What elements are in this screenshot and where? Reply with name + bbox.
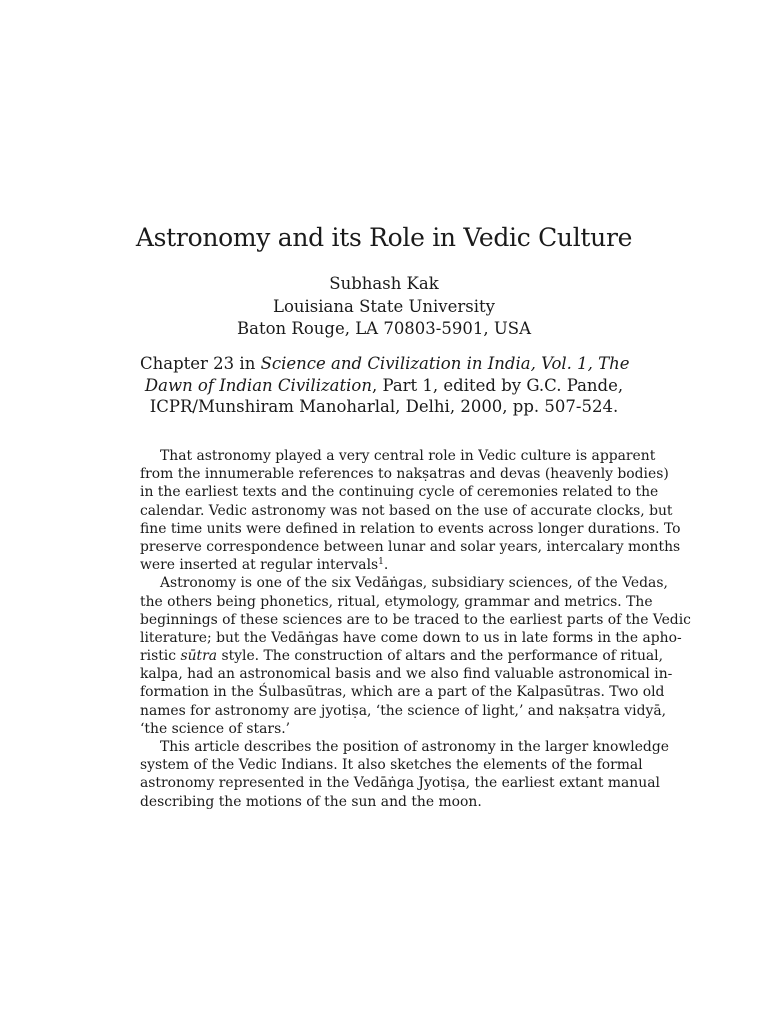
author-block: [0, 273, 768, 341]
body-line: Astronomy is one of the six Vedāṅgas, subsidiary sciences, of the Vedas,: [160, 575, 668, 592]
author-address: Baton Rouge, LA 70803-5901, USA: [237, 319, 531, 338]
body-line: preserve correspondence between lunar and solar years, intercalary months: [140, 538, 681, 555]
body-line: calendar. Vedic astronomy was not based on the use of accurate clocks, but: [140, 502, 673, 519]
book-title-part-2: Dawn of Indian Civilization: [144, 375, 372, 395]
paper-title: Astronomy and its Role in Vedic Culture: [135, 223, 633, 252]
body-line: describing the motions of the sun and the moon.: [140, 793, 482, 810]
chapter-prefix: Chapter 23 in: [140, 354, 261, 373]
chapter-line-1: [140, 353, 628, 375]
body-line: in the earliest texts and the continuing cycle of ceremonies related to the: [140, 484, 659, 501]
chapter-editor: , Part 1, edited by G.C. Pande,: [371, 375, 624, 395]
body-line: kalpa, had an astronomical basis and we also find valuable astronomical in-: [140, 666, 673, 683]
chapter-line-2: [140, 375, 628, 397]
body-line: literature; but the Vedāṅgas have come down to us in late forms in the apho-: [140, 629, 682, 646]
body-line-text: ristic: [140, 648, 181, 665]
footnote-marker[interactable]: 1: [378, 557, 384, 568]
body-text: [140, 447, 691, 811]
body-line-text: style. The construction of altars and the performance of ritual,: [217, 648, 664, 665]
body-line-text: were inserted at regular intervals: [140, 557, 379, 574]
chapter-citation: [140, 353, 628, 418]
body-line: beginnings of these sciences are to be traced to the earliest parts of the Vedic: [140, 611, 691, 628]
body-line: formation in the Śulbasūtras, which are a part of the Kalpasūtras. Two old: [140, 684, 665, 701]
body-line: system of the Vedic Indians. It also sketches the elements of the formal: [140, 757, 643, 774]
body-line: That astronomy played a very central role in Vedic culture is apparent: [160, 448, 656, 464]
body-line: the others being phonetics, ritual, etymology, grammar and metrics. The: [140, 593, 653, 610]
body-line: ‘the science of stars.’: [140, 720, 291, 737]
body-line-end: .: [383, 557, 389, 574]
italic-term: sūtra: [180, 648, 218, 665]
body-line: astronomy represented in the Vedāṅga Jyotiṣa, the earliest extant manual: [140, 775, 660, 792]
book-title-part-1: Science and Civilization in India, Vol. 1, The: [260, 354, 630, 373]
author-affiliation: Louisiana State University: [273, 296, 495, 316]
chapter-line-3: ICPR/Munshiram Manoharlal, Delhi, 2000, pp. 507-524.: [149, 397, 619, 416]
author-name: Subhash Kak: [329, 274, 439, 293]
body-line: This article describes the position of astronomy in the larger knowledge: [160, 739, 669, 755]
body-line: [140, 647, 664, 665]
body-line: fine time units were defined in relation to events across longer durations. To: [140, 520, 681, 537]
body-line: [140, 556, 628, 574]
body-line: names for astronomy are jyotiṣa, ‘the science of light,’ and nakṣatra vidyā,: [140, 702, 667, 719]
body-line: from the innumerable references to nakṣatras and devas (heavenly bodies): [140, 466, 669, 483]
